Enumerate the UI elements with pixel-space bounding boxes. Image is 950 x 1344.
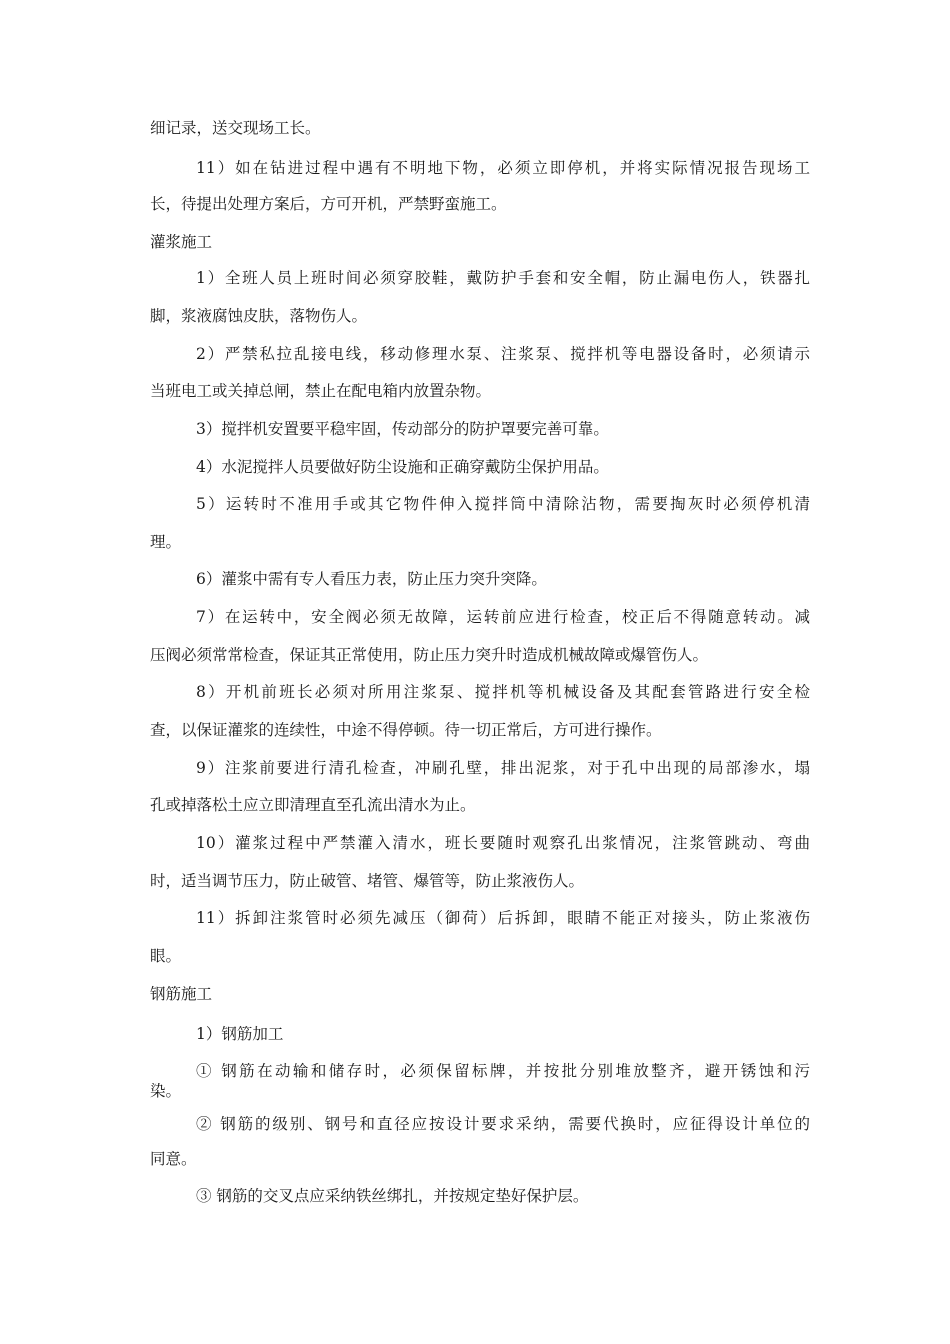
paragraph-line: ③ 钢筋的交叉点应采纳铁丝绑扎，并按规定垫好保护层。 xyxy=(196,1187,589,1205)
section-heading: 钢筋施工 xyxy=(150,985,213,1003)
paragraph-line: 6）灌浆中需有专人看压力表，防止压力突升突降。 xyxy=(196,570,547,588)
paragraph-line: 理。 xyxy=(150,533,182,551)
paragraph-line: 眼。 xyxy=(150,947,182,965)
paragraph-line: ① 钢筋在动输和储存时，必须保留标牌，并按批分别堆放整齐，避开锈蚀和污 xyxy=(196,1062,810,1080)
paragraph-line: 4）水泥搅拌人员要做好防尘设施和正确穿戴防尘保护用品。 xyxy=(196,458,609,476)
paragraph-line: 7）在运转中，安全阀必须无故障，运转前应进行检查，校正后不得随意转动。减 xyxy=(196,608,810,626)
paragraph-line: 10）灌浆过程中严禁灌入清水，班长要随时观察孔出浆情况，注浆管跳动、弯曲 xyxy=(196,834,810,852)
paragraph-line: 染。 xyxy=(150,1082,182,1100)
paragraph-line: 8）开机前班长必须对所用注浆泵、搅拌机等机械设备及其配套管路进行安全检 xyxy=(196,683,810,701)
paragraph-line: 3）搅拌机安置要平稳牢固，传动部分的防护罩要完善可靠。 xyxy=(196,420,609,438)
paragraph-line: 脚，浆液腐蚀皮肤，落物伤人。 xyxy=(150,307,368,325)
paragraph-line: 孔或掉落松土应立即清理直至孔流出清水为止。 xyxy=(150,796,476,814)
paragraph-line: 时，适当调节压力，防止破管、堵管、爆管等，防止浆液伤人。 xyxy=(150,872,585,890)
paragraph-line: 细记录，送交现场工长。 xyxy=(150,119,321,137)
paragraph-line: 查，以保证灌浆的连续性，中途不得停顿。待一切正常后，方可进行操作。 xyxy=(150,721,662,739)
paragraph-line: 2）严禁私拉乱接电线，移动修理水泵、注浆泵、搅拌机等电器设备时，必须请示 xyxy=(196,345,810,363)
paragraph-line: 压阀必须常常检查，保证其正常使用，防止压力突升时造成机械故障或爆管伤人。 xyxy=(150,646,709,664)
paragraph-line: ② 钢筋的级别、钢号和直径应按设计要求采纳，需要代换时，应征得设计单位的 xyxy=(196,1115,810,1133)
paragraph-line: 9）注浆前要进行清孔检查，冲刷孔壁，排出泥浆，对于孔中出现的局部渗水，塌 xyxy=(196,759,810,777)
paragraph-line: 1）全班人员上班时间必须穿胶鞋，戴防护手套和安全帽，防止漏电伤人，铁器扎 xyxy=(196,269,810,287)
paragraph-line: 同意。 xyxy=(150,1150,197,1168)
paragraph-line: 当班电工或关掉总闸，禁止在配电箱内放置杂物。 xyxy=(150,382,492,400)
paragraph-line: 11）如在钻进过程中遇有不明地下物，必须立即停机，并将实际情况报告现场工 xyxy=(196,159,810,177)
paragraph-line: 1）钢筋加工 xyxy=(196,1025,284,1043)
paragraph-line: 长，待提出处理方案后，方可开机，严禁野蛮施工。 xyxy=(150,195,507,213)
section-heading: 灌浆施工 xyxy=(150,233,213,251)
paragraph-line: 11）拆卸注浆管时必须先减压（御荷）后拆卸，眼睛不能正对接头，防止浆液伤 xyxy=(196,909,810,927)
paragraph-line: 5）运转时不准用手或其它物件伸入搅拌筒中清除沾物，需要掏灰时必须停机清 xyxy=(196,495,810,513)
